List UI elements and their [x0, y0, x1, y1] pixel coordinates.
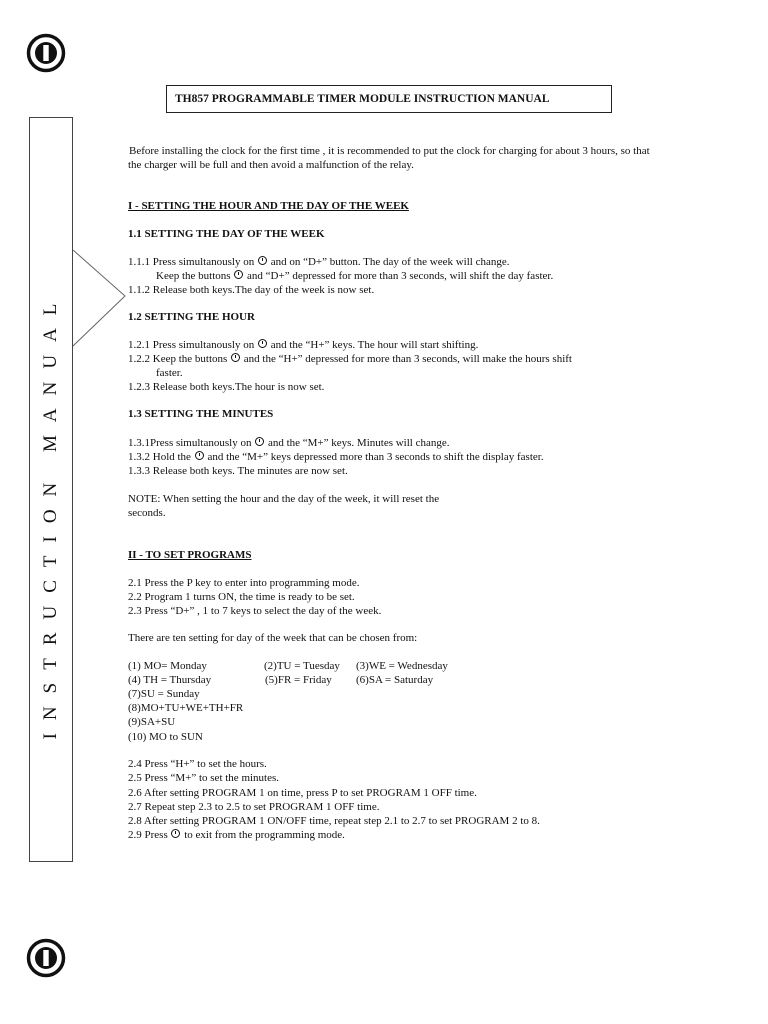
- step-1-3-2: 1.3.2 Hold the and the “M+” keys depressed more than 3 seconds to shift the display faster.: [128, 451, 544, 463]
- day-option-2: (2)TU = Tuesday: [264, 660, 340, 672]
- step-2-5: 2.5 Press “M+” to set the minutes.: [128, 772, 280, 784]
- clock-icon: [258, 339, 267, 348]
- step-1-2-2-cont: faster.: [156, 367, 183, 379]
- step-1-1-1-cont: Keep the buttons and “D+” depressed for more than 3 seconds, will shift the day faster.: [156, 270, 554, 282]
- day-option-3: (3)WE = Wednesday: [356, 660, 448, 672]
- section-1-1-heading: 1.1 SETTING THE DAY OF THE WEEK: [128, 228, 325, 240]
- clock-icon: [231, 353, 240, 362]
- step-2-3: 2.3 Press “D+” , 1 to 7 keys to select the day of the week.: [128, 605, 382, 617]
- step-1-1-1: 1.1.1 Press simultanously on and on “D+” button. The day of the week will change.: [128, 256, 510, 268]
- note-line-2: seconds.: [128, 507, 166, 519]
- day-option-7: (7)SU = Sunday: [128, 688, 200, 700]
- step-1-2-1: 1.2.1 Press simultanously on and the “H+” keys. The hour will start shifting.: [128, 339, 479, 351]
- day-option-6: (6)SA = Saturday: [356, 674, 434, 686]
- step-2-8: 2.8 After setting PROGRAM 1 ON/OFF time, repeat step 2.1 to 2.7 to set PROGRAM 2 to 8.: [128, 815, 540, 827]
- intro-line-2: the charger will be full and then avoid a malfunction of the relay.: [128, 159, 414, 171]
- section-1-3-heading: 1.3 SETTING THE MINUTES: [128, 408, 274, 420]
- clock-icon: [255, 437, 264, 446]
- step-2-9: 2.9 Press to exit from the programming mode.: [128, 829, 345, 841]
- day-option-8: (8)MO+TU+WE+TH+FR: [128, 702, 244, 714]
- side-label: INSTRUCTION MANUAL: [40, 290, 61, 740]
- brand-logo-bottom: [26, 938, 66, 978]
- day-option-4: (4) TH = Thursday: [128, 674, 212, 686]
- step-1-3-1: 1.3.1Press simultanously on and the “M+” keys. Minutes will change.: [128, 437, 450, 449]
- day-option-10: (10) MO to SUN: [128, 731, 203, 743]
- step-1-2-2: 1.2.2 Keep the buttons and the “H+” depressed for more than 3 seconds, will make the hours shift: [128, 353, 572, 365]
- clock-icon: [258, 256, 267, 265]
- day-option-1: (1) MO= Monday: [128, 660, 207, 672]
- step-2-7: 2.7 Repeat step 2.3 to 2.5 to set PROGRAM 1 OFF time.: [128, 801, 380, 813]
- section-1-2-heading: 1.2 SETTING THE HOUR: [128, 311, 255, 323]
- day-option-9: (9)SA+SU: [128, 716, 176, 728]
- days-intro: There are ten setting for day of the week that can be chosen from:: [128, 632, 418, 644]
- step-1-3-3: 1.3.3 Release both keys. The minutes are now set.: [128, 465, 348, 477]
- step-2-4: 2.4 Press “H+” to set the hours.: [128, 758, 267, 770]
- section-2-heading: II - TO SET PROGRAMS: [128, 549, 252, 561]
- side-arrow: [73, 250, 129, 350]
- day-option-5: (5)FR = Friday: [265, 674, 332, 686]
- intro-line-1: Before installing the clock for the first time , it is recommended to put the clock for charging for about 3 hours, so that: [129, 145, 650, 157]
- title-box: [166, 85, 612, 113]
- clock-icon: [234, 270, 243, 279]
- brand-logo-top: [26, 33, 66, 73]
- step-2-1: 2.1 Press the P key to enter into programming mode.: [128, 577, 360, 589]
- clock-icon: [171, 829, 180, 838]
- clock-icon: [195, 451, 204, 460]
- step-1-1-2: 1.1.2 Release both keys.The day of the week is now set.: [128, 284, 375, 296]
- section-1-heading: I - SETTING THE HOUR AND THE DAY OF THE WEEK: [128, 200, 409, 212]
- step-1-2-3: 1.2.3 Release both keys.The hour is now set.: [128, 381, 325, 393]
- note-line-1: NOTE: When setting the hour and the day of the week, it will reset the: [128, 493, 440, 505]
- document-title: TH857 PROGRAMMABLE TIMER MODULE INSTRUCTION MANUAL: [175, 93, 550, 105]
- step-2-6: 2.6 After setting PROGRAM 1 on time, press P to set PROGRAM 1 OFF time.: [128, 787, 477, 799]
- step-2-2: 2.2 Program 1 turns ON, the time is ready to be set.: [128, 591, 355, 603]
